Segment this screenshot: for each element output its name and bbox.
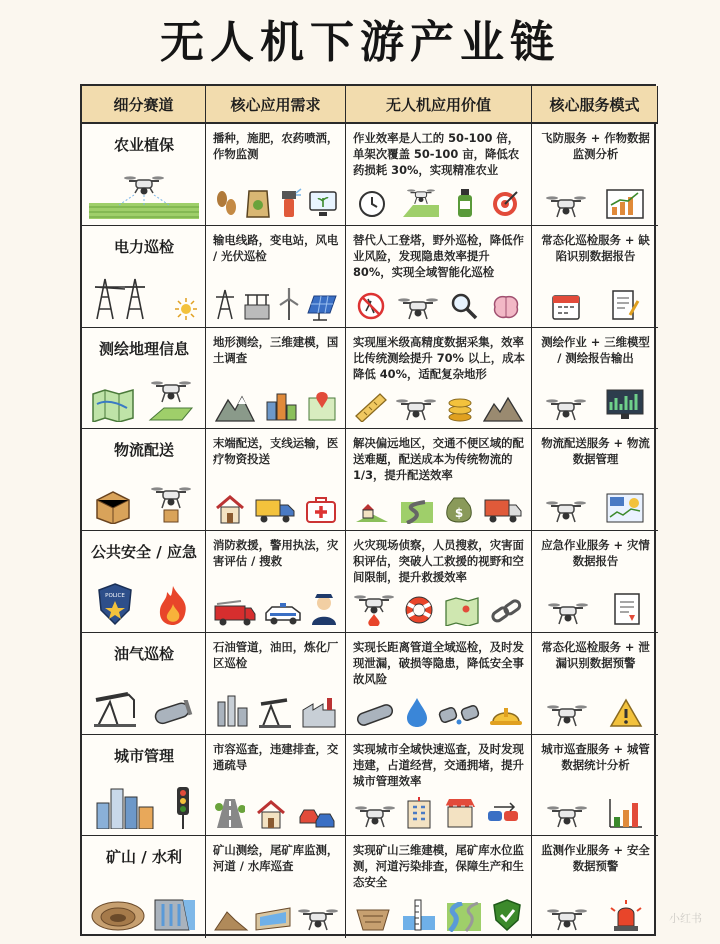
mountains-icon (215, 392, 255, 422)
village-icon (354, 494, 390, 524)
segment-name: 物流配送 (113, 441, 174, 460)
drone-icon (547, 803, 587, 829)
drone-icon (548, 600, 588, 626)
demand-icons (210, 283, 341, 321)
segment-name: 公共安全 / 应急 (91, 543, 197, 561)
cell-service (532, 633, 658, 735)
industry-table (80, 84, 656, 936)
segment-name: 油气巡检 (113, 644, 174, 663)
segment-icons (86, 478, 201, 524)
demand-text: 市容巡查，违建排查，交通疏导 (213, 741, 339, 772)
fertilizer-bag-icon (245, 185, 271, 219)
cell-segment (82, 124, 206, 226)
clock-icon (357, 189, 387, 219)
segment-name: 矿山 / 水利 (106, 848, 182, 867)
power-line-icon (212, 287, 238, 321)
report-icon (612, 592, 642, 626)
cell-value (346, 328, 532, 430)
service-text: 物流配送服务 + 物流数据管理 (541, 436, 650, 467)
cell-value (346, 735, 532, 837)
officer-icon (309, 590, 339, 626)
hard-hat-icon (489, 700, 523, 728)
cell-segment (82, 836, 206, 938)
cell-value (346, 124, 532, 226)
police-car-icon (262, 598, 304, 626)
river-icon (446, 902, 482, 932)
pit-icon (355, 902, 391, 932)
winding-road-icon (399, 494, 435, 524)
svg-text:POLICE: POLICE (105, 592, 126, 599)
segment-name: 城市管理 (113, 746, 174, 765)
service-text: 监测作业服务 + 安全数据预警 (541, 843, 650, 874)
fire-icon (155, 584, 191, 626)
segment-name: 测绘地理信息 (98, 339, 189, 358)
service-icons (536, 181, 654, 219)
pipe-icon (354, 702, 396, 728)
cell-value (346, 836, 532, 938)
field-drone-icon (401, 187, 441, 219)
house-icon (214, 494, 246, 524)
value-icons (350, 791, 527, 829)
drone-icon (547, 906, 587, 932)
cell-value (346, 429, 532, 531)
watermark: 小红书 (669, 912, 702, 925)
service-text: 应急作业服务 + 灾情数据报告 (541, 538, 650, 568)
demand-text: 地形测绘，三维建模，国土调查 (213, 334, 339, 365)
service-icons (536, 894, 654, 932)
demand-icons (210, 181, 341, 219)
pesticide-bottle-icon (454, 185, 476, 219)
demand-text: 输电线路，变电站，风电 / 光伏巡检 (213, 232, 339, 263)
value-text: 替代人工登塔，野外巡检，降低作业风险，发现隐患效率提升 80%，实现全域智能化巡检 (353, 232, 524, 279)
sun-icon (174, 297, 198, 321)
cell-service (532, 735, 658, 837)
cars-icon (298, 801, 336, 829)
demand-icons (210, 486, 341, 524)
open-pit-mine-icon (90, 898, 146, 932)
water-gauge-icon (401, 898, 437, 932)
value-icons (350, 384, 527, 422)
value-text: 实现城市全域快速巡查，及时发现违建，占道经营，交通拥堵，提升城市管理效率 (353, 741, 524, 788)
cell-demand (206, 429, 346, 531)
monitor-plant-icon (308, 189, 338, 219)
cell-demand (206, 226, 346, 328)
coins-icon (445, 390, 475, 422)
drone-icon (546, 193, 586, 219)
cell-service (532, 226, 658, 328)
cell-segment (82, 633, 206, 735)
chain-link-icon (489, 596, 523, 626)
factory-icon (301, 694, 337, 728)
cell-service (532, 531, 658, 633)
no-climbing-icon (356, 291, 386, 321)
power-tower-icon (89, 275, 169, 321)
header-service: 核心服务模式 (532, 86, 658, 124)
demand-icons (210, 894, 341, 932)
drone-icon (396, 396, 436, 422)
cell-demand (206, 836, 346, 938)
cell-value (346, 531, 532, 633)
svg-text:$: $ (454, 506, 464, 520)
segment-icons (86, 173, 201, 219)
house-icon (255, 799, 287, 829)
service-icons (536, 690, 654, 728)
service-icons (536, 384, 654, 422)
mapping-drone-icon (146, 378, 196, 422)
pipeline-icon (151, 700, 195, 728)
cell-demand (206, 124, 346, 226)
service-icons (536, 791, 654, 829)
police-badge-icon (96, 582, 134, 626)
demand-icons (210, 588, 341, 626)
cell-service (532, 836, 658, 938)
cell-service (532, 328, 658, 430)
segment-icons (86, 580, 201, 626)
wind-turbine-icon (277, 287, 301, 321)
value-text: 实现厘米级高精度数据采集，效率比传统测绘提升 70% 以上，成本降低 40%，适配复杂地形 (353, 334, 525, 381)
demand-text: 播种，施肥，农药喷洒，作物监测 (213, 131, 339, 161)
header-segment: 细分赛道 (82, 86, 206, 124)
value-icons (350, 588, 527, 626)
segment-name: 农业植保 (113, 136, 174, 154)
value-icons (350, 894, 527, 932)
building-icon (404, 797, 434, 829)
map-pin-icon (307, 390, 337, 422)
segment-icons (86, 376, 201, 422)
demand-icons (210, 690, 341, 728)
cell-demand (206, 328, 346, 430)
shield-check-icon (492, 898, 522, 932)
truck-icon (254, 496, 296, 524)
demand-text: 矿山测绘，尾矿库监测，河道 / 水库巡查 (213, 843, 339, 874)
segment-icons (86, 886, 201, 932)
ruler-icon (354, 392, 388, 422)
value-text: 作业效率是人工的 50-100 倍，单架次覆盖 50-100 亩，降低农药损耗 30%，实现精准农业 (353, 131, 520, 177)
demand-text: 末端配送，支线运输，医疗物资投送 (213, 436, 339, 467)
substation-icon (242, 291, 272, 321)
lifebuoy-icon (403, 594, 435, 626)
dam-icon (153, 892, 197, 932)
value-icons (350, 486, 527, 524)
terrain-icon (483, 392, 523, 422)
service-text: 常态化巡检服务 + 缺陷识别数据报告 (541, 232, 650, 263)
service-text: 常态化巡检服务 + 泄漏识别数据预警 (541, 639, 650, 670)
warning-icon (609, 698, 643, 728)
broken-pipe-icon (438, 702, 480, 728)
value-text: 火灾现场侦察，人员搜救，灾害面积评估，突破人工救援的视野和空间限制，提升救援效率 (353, 538, 524, 584)
demand-text: 石油管道，油田，炼化厂区巡检 (213, 639, 339, 670)
header-value: 无人机应用价值 (346, 86, 532, 124)
service-icons (536, 588, 654, 626)
cell-demand (206, 633, 346, 735)
header-demand: 核心应用需求 (206, 86, 346, 124)
cell-value (346, 226, 532, 328)
traffic-light-icon (174, 785, 192, 829)
segment-icons (86, 275, 201, 321)
pump-jack-icon (257, 694, 293, 728)
segment-name: 电力巡检 (113, 237, 174, 256)
value-icons (350, 283, 527, 321)
demand-icons (210, 791, 341, 829)
calendar-icon (551, 291, 581, 321)
segment-icons (86, 682, 201, 728)
oil-pump-icon (92, 688, 138, 728)
reservoir-icon (254, 906, 292, 932)
cell-service (532, 429, 658, 531)
value-icons (350, 690, 527, 728)
growth-chart-icon (606, 189, 644, 219)
fire-truck-icon (213, 598, 257, 626)
medical-kit-icon (305, 496, 337, 524)
target-icon (490, 189, 520, 219)
drone-icon (398, 295, 438, 321)
page-title: 无人机下游产业链 (160, 17, 560, 68)
spraying-drone-field-icon (89, 173, 199, 219)
cell-value (346, 633, 532, 735)
service-text: 测绘作业 + 三维模型 / 测绘报告输出 (541, 334, 650, 365)
bar-chart-icon (608, 797, 644, 829)
magnifier-icon (449, 291, 479, 321)
delivery-truck-icon (483, 496, 523, 524)
drone-icon (546, 498, 586, 524)
drone-icon (546, 396, 586, 422)
drone-fire-icon (354, 592, 394, 626)
value-text: 实现矿山三维建模，尾矿库水位监测，河道污染排查，保障生产和生态安全 (353, 843, 524, 890)
traffic-icon (486, 801, 522, 829)
value-icons (350, 181, 527, 219)
money-bag-icon (444, 490, 474, 524)
alarm-light-icon (609, 900, 643, 932)
drone-icon (355, 803, 395, 829)
segment-icons (86, 783, 201, 829)
market-stall-icon (443, 797, 477, 829)
map-icon (444, 596, 480, 626)
service-icons (536, 283, 654, 321)
value-text: 实现长距离管道全域巡检，及时发现泄漏，破损等隐患，降低安全事故风险 (353, 639, 524, 686)
refinery-icon (214, 692, 250, 728)
delivery-drone-icon (148, 484, 194, 524)
monitor-chart-icon (605, 388, 645, 422)
cell-segment (82, 531, 206, 633)
cell-segment (82, 429, 206, 531)
report-pen-icon (610, 289, 640, 321)
drone-icon (547, 702, 587, 728)
road-icon (215, 797, 245, 829)
parcel-box-icon (93, 488, 133, 524)
service-text: 飞防服务 + 作物数据监测分析 (541, 131, 650, 161)
cell-segment (82, 226, 206, 328)
folded-map-icon (91, 388, 135, 422)
seeds-icon (213, 187, 239, 219)
dashboard-icon (605, 492, 645, 524)
service-icons (536, 486, 654, 524)
cell-segment (82, 328, 206, 430)
brain-icon (491, 293, 521, 321)
cell-service (532, 124, 658, 226)
city-buildings-icon (95, 785, 155, 829)
service-text: 城市巡查服务 + 城管数据统计分析 (541, 741, 650, 772)
drone-icon (298, 906, 338, 932)
cell-segment (82, 735, 206, 837)
cell-demand (206, 531, 346, 633)
solar-panel-icon (305, 293, 339, 321)
spray-nozzle-icon (276, 185, 302, 219)
tailings-icon (213, 904, 249, 932)
oil-drop-icon (405, 696, 429, 728)
value-text: 解决偏远地区，交通不便区域的配送难题，配送成本为传统物流的 1/3，提升配送效率 (353, 436, 524, 483)
demand-icons (210, 384, 341, 422)
cell-demand (206, 735, 346, 837)
demand-text: 消防救援，警用执法，灾害评估 / 搜救 (213, 538, 339, 568)
city-3d-icon (264, 390, 298, 422)
